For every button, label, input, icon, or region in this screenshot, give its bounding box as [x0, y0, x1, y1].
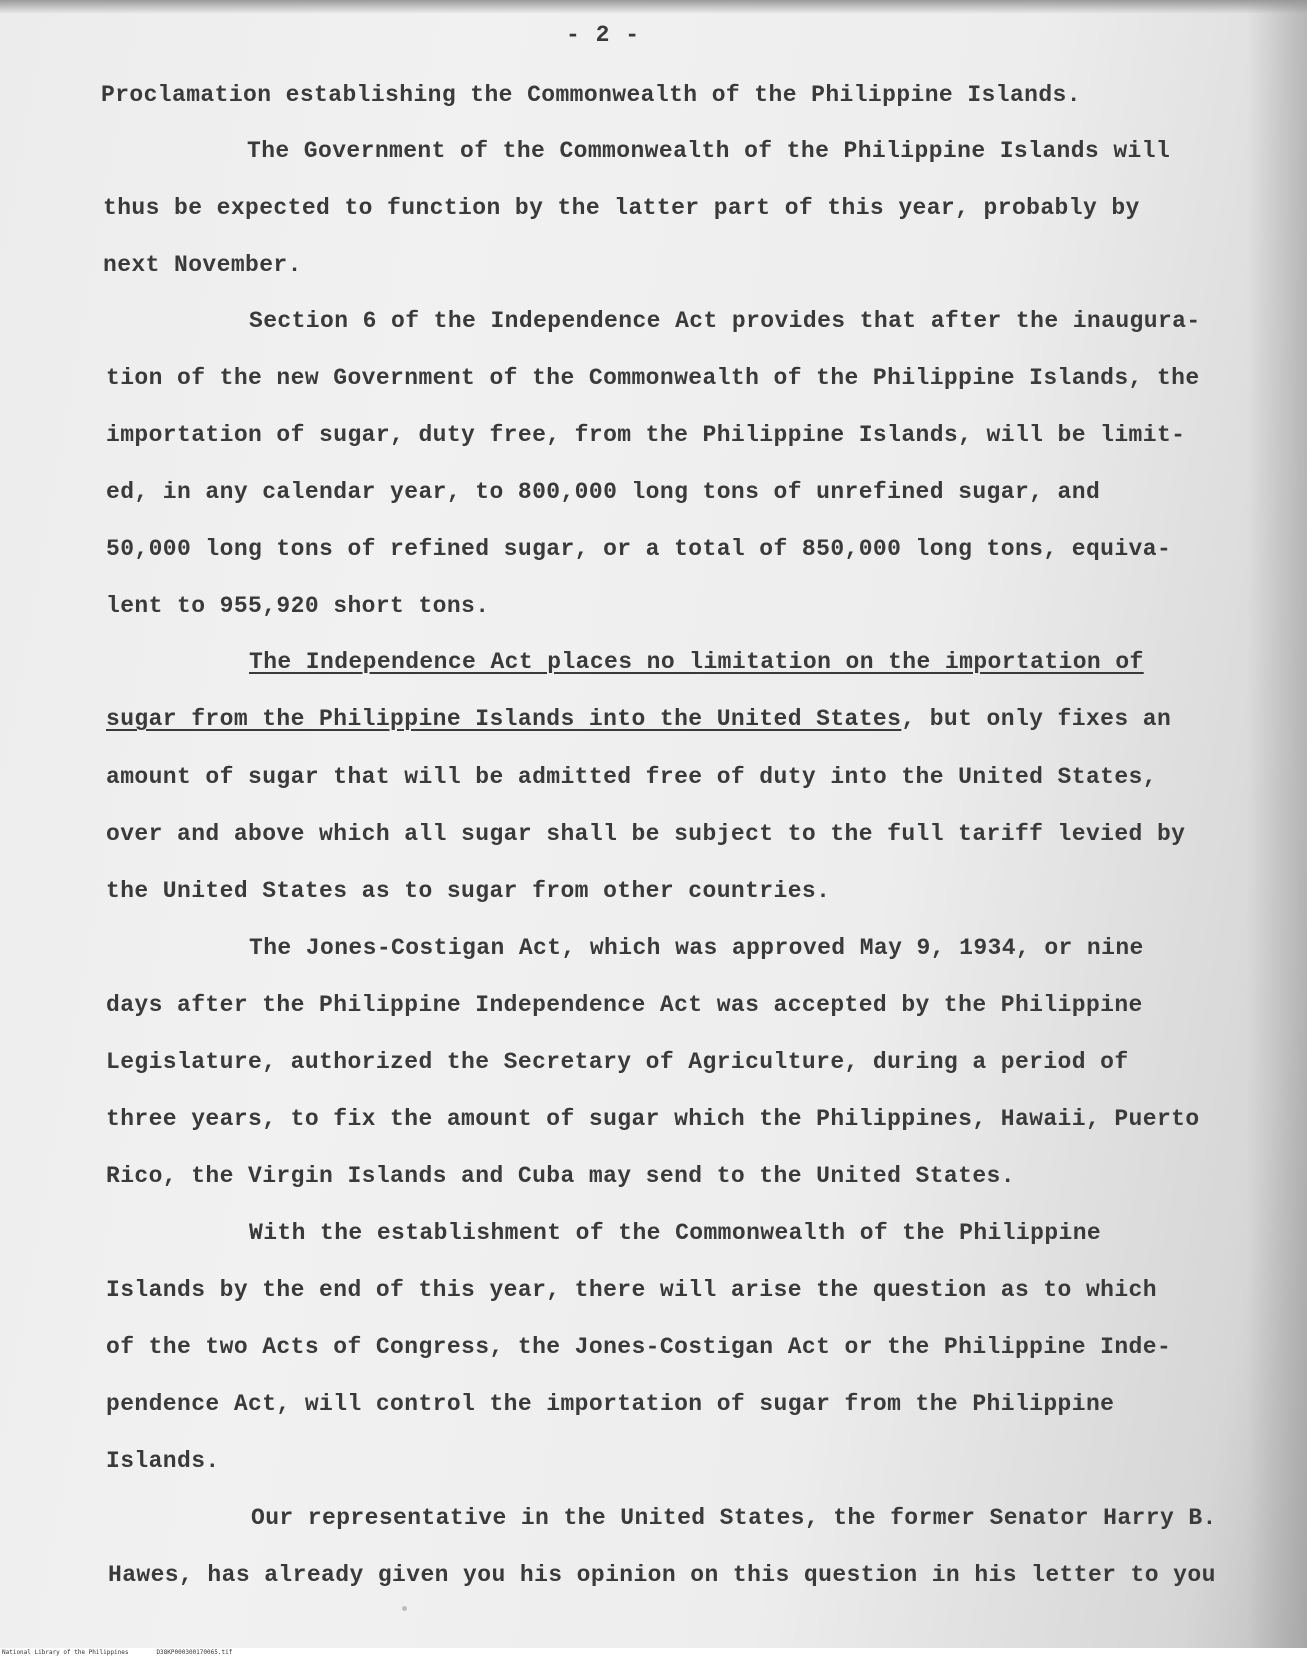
text-line: With the establishment of the Commonwealth of the Philippine [249, 1220, 1102, 1246]
paper-speck [402, 1606, 407, 1611]
text-line: importation of sugar, duty free, from the Philippine Islands, will be limit- [106, 422, 1186, 448]
text-line: ed, in any calendar year, to 800,000 long tons of unrefined sugar, and [106, 479, 1101, 505]
footer-source: National Library of the Philippines [2, 1649, 129, 1656]
text-continuation: , but only fixes an [901, 706, 1172, 732]
text-line: thus be expected to function by the latter part of this year, probably by [103, 195, 1140, 221]
text-line: Islands by the end of this year, there will arise the question as to which [106, 1277, 1157, 1303]
text-line [106, 704, 1171, 734]
text-line: Our representative in the United States, the former Senator Harry B. [251, 1505, 1217, 1531]
text-line: Hawes, has already given you his opinion on this question in his letter to you [108, 1562, 1216, 1588]
scan-right-shadow [1247, 0, 1307, 1648]
underlined-text: sugar from the Philippine Islands into the United States [106, 706, 902, 732]
underlined-text-line: The Independence Act places no limitation on the importation of [249, 649, 1144, 675]
scan-footer [0, 1648, 1307, 1658]
text-line: the United States as to sugar from other countries. [106, 878, 831, 904]
text-line: lent to 955,920 short tons. [106, 593, 490, 619]
page-number: - 2 - [566, 22, 641, 48]
text-line: The Government of the Commonwealth of the Philippine Islands will [247, 138, 1171, 164]
text-line: next November. [103, 252, 302, 278]
text-line: Rico, the Virgin Islands and Cuba may send to the United States. [106, 1163, 1015, 1189]
text-line: days after the Philippine Independence Act was accepted by the Philippine [106, 992, 1143, 1018]
text-line: tion of the new Government of the Commonwealth of the Philippine Islands, the [106, 365, 1200, 391]
text-line: Proclamation establishing the Commonwealth of the Philippine Islands. [101, 82, 1081, 108]
text-line: amount of sugar that will be admitted free of duty into the United States, [106, 764, 1157, 790]
text-line: 50,000 long tons of refined sugar, or a total of 850,000 long tons, equiva- [106, 536, 1172, 562]
text-line: over and above which all sugar shall be subject to the full tariff levied by [106, 821, 1186, 847]
footer-filename: D38KP000300170065.tif [156, 1649, 233, 1656]
text-line: Legislature, authorized the Secretary of Agriculture, during a period of [106, 1049, 1129, 1075]
text-line: The Jones-Costigan Act, which was approved May 9, 1934, or nine [249, 935, 1144, 961]
text-line: of the two Acts of Congress, the Jones-Costigan Act or the Philippine Inde- [106, 1334, 1172, 1360]
text-line: Section 6 of the Independence Act provides that after the inaugura- [249, 308, 1201, 334]
text-line: three years, to fix the amount of sugar which the Philippines, Hawaii, Puerto [106, 1106, 1200, 1132]
text-line: pendence Act, will control the importation of sugar from the Philippine [106, 1391, 1115, 1417]
text-line: Islands. [106, 1448, 220, 1474]
scan-top-shadow [0, 0, 1307, 14]
